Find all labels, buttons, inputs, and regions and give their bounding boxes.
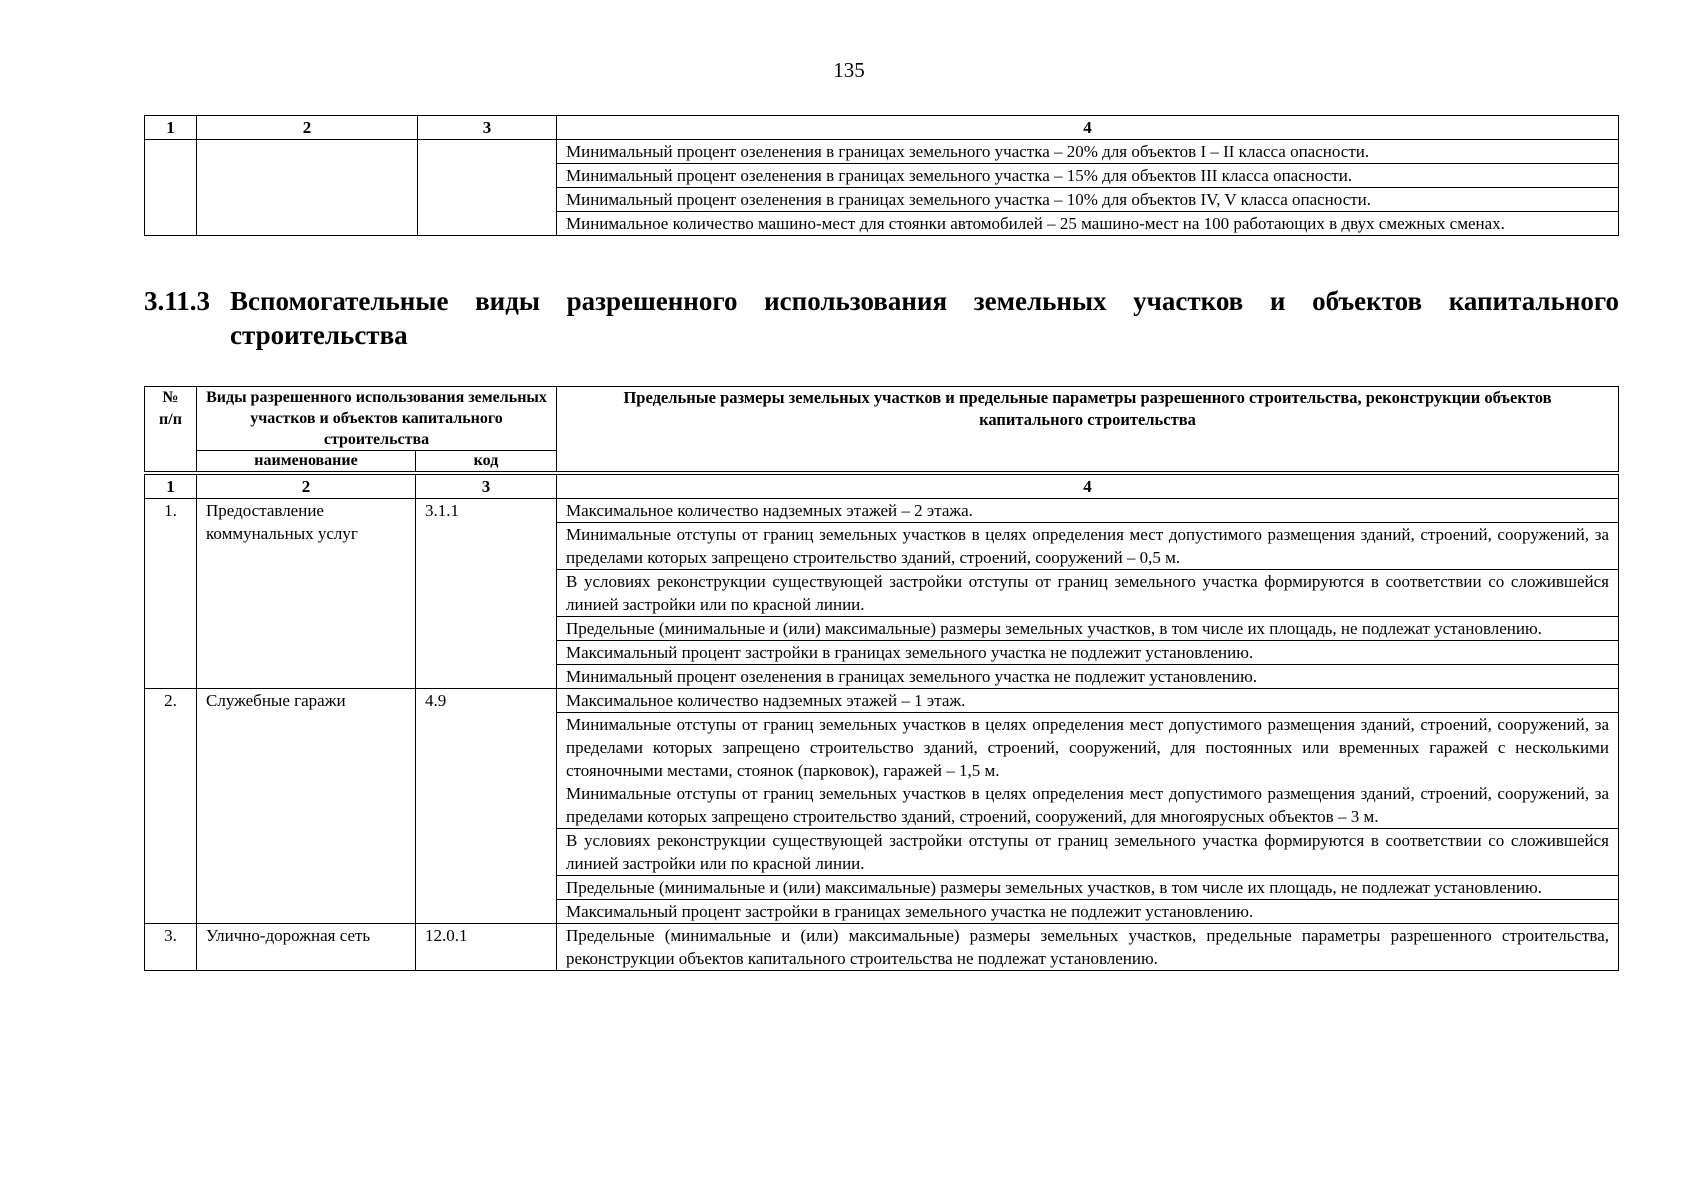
empty-cell	[145, 140, 197, 236]
param-cell: Максимальное количество надземных этажей – 1 этаж.	[557, 689, 1619, 713]
entry-name: Улично-дорожная сеть	[197, 924, 416, 971]
header-code: код	[416, 451, 557, 474]
column-number: 4	[557, 473, 1619, 499]
param-cell: Минимальный процент озеленения в границах земельного участка не подлежит установлению.	[557, 665, 1619, 689]
table-row	[145, 924, 1619, 971]
column-number-row	[145, 473, 1619, 499]
column-number: 1	[145, 116, 197, 140]
param-cell: Минимальное количество машино-мест для стоянки автомобилей – 25 машино-мест на 100 работающих в двух смежных сменах.	[557, 212, 1619, 236]
header-num: № п/п	[145, 387, 197, 474]
entry-name: Служебные гаражи	[197, 689, 416, 924]
empty-cell	[197, 140, 418, 236]
entry-name: Предоставление коммунальных услуг	[197, 499, 416, 689]
column-number: 1	[145, 473, 197, 499]
param-cell: В условиях реконструкции существующей застройки отступы от границ земельного участка формируются в соответствии со сложившейся линией застройки или по красной линии.	[557, 829, 1619, 876]
entry-code: 4.9	[416, 689, 557, 924]
param-cell: Предельные (минимальные и (или) максимальные) размеры земельных участков, в том числе их площадь, не подлежат установлению.	[557, 876, 1619, 900]
column-number: 2	[197, 116, 418, 140]
header-limits: Предельные размеры земельных участков и предельные параметры разрешенного строительства, реконструкции объектов капитального строительства	[557, 387, 1619, 474]
table-row	[145, 689, 1619, 713]
param-cell: Предельные (минимальные и (или) максимальные) размеры земельных участков, в том числе их площадь, не подлежат установлению.	[557, 617, 1619, 641]
regulations-table	[144, 386, 1619, 971]
continuation-table	[144, 115, 1619, 236]
table-header	[145, 387, 1619, 474]
param-cell: Минимальный процент озеленения в границах земельного участка – 20% для объектов I – II класса опасности.	[557, 140, 1619, 164]
table-row	[145, 499, 1619, 523]
section-number: 3.11.3	[144, 286, 211, 316]
param-cell: Максимальный процент застройки в границах земельного участка не подлежит установлению.	[557, 641, 1619, 665]
column-number: 2	[197, 473, 416, 499]
entry-number: 1.	[145, 499, 197, 689]
entry-number: 2.	[145, 689, 197, 924]
param-cell: Максимальное количество надземных этажей – 2 этажа.	[557, 499, 1619, 523]
section-heading	[144, 284, 1619, 352]
param-cell: Минимальный процент озеленения в границах земельного участка – 10% для объектов IV, V класса опасности.	[557, 188, 1619, 212]
param-cell: Максимальный процент застройки в границах земельного участка не подлежит установлению.	[557, 900, 1619, 924]
param-cell: Минимальные отступы от границ земельных участков в целях определения мест допустимого размещения зданий, строений, сооружений, за пределами которых запрещено строительство зданий, строений, сооружений, для постоянных или временных гаражей с несколькими стояночными местами, стоянок (парковок), гаражей – 1,5 м. Минимальные отступы от границ земельных участков в целях определения мест допустимого размещения зданий, строений, сооружений, за пределами которых запрещено строительство зданий, строений, сооружений, для многоярусных объектов – 3 м.	[557, 713, 1619, 829]
section-title: Вспомогательные виды разрешенного использования земельных участков и объектов капитального строительства	[230, 286, 1619, 350]
column-number: 3	[418, 116, 557, 140]
column-number: 4	[557, 116, 1619, 140]
param-cell: Предельные (минимальные и (или) максимальные) размеры земельных участков, предельные параметры разрешенного строительства, реконструкции объектов капитального строительства не подлежат установлению.	[557, 924, 1619, 971]
page-number: 135	[833, 58, 865, 82]
empty-cell	[418, 140, 557, 236]
column-number: 3	[416, 473, 557, 499]
param-cell: Минимальные отступы от границ земельных участков в целях определения мест допустимого размещения зданий, строений, сооружений, за пределами которых запрещено строительство зданий, строений, сооружений – 0,5 м.	[557, 523, 1619, 570]
entry-code: 3.1.1	[416, 499, 557, 689]
column-number-row	[145, 116, 1619, 140]
entry-number: 3.	[145, 924, 197, 971]
header-types: Виды разрешенного использования земельных участков и объектов капитального строительства	[197, 387, 557, 451]
table-row	[145, 140, 1619, 164]
header-name: наименование	[197, 451, 416, 474]
param-cell: Минимальный процент озеленения в границах земельного участка – 15% для объектов III класса опасности.	[557, 164, 1619, 188]
entry-code: 12.0.1	[416, 924, 557, 971]
param-cell: В условиях реконструкции существующей застройки отступы от границ земельного участка формируются в соответствии со сложившейся линией застройки или по красной линии.	[557, 570, 1619, 617]
